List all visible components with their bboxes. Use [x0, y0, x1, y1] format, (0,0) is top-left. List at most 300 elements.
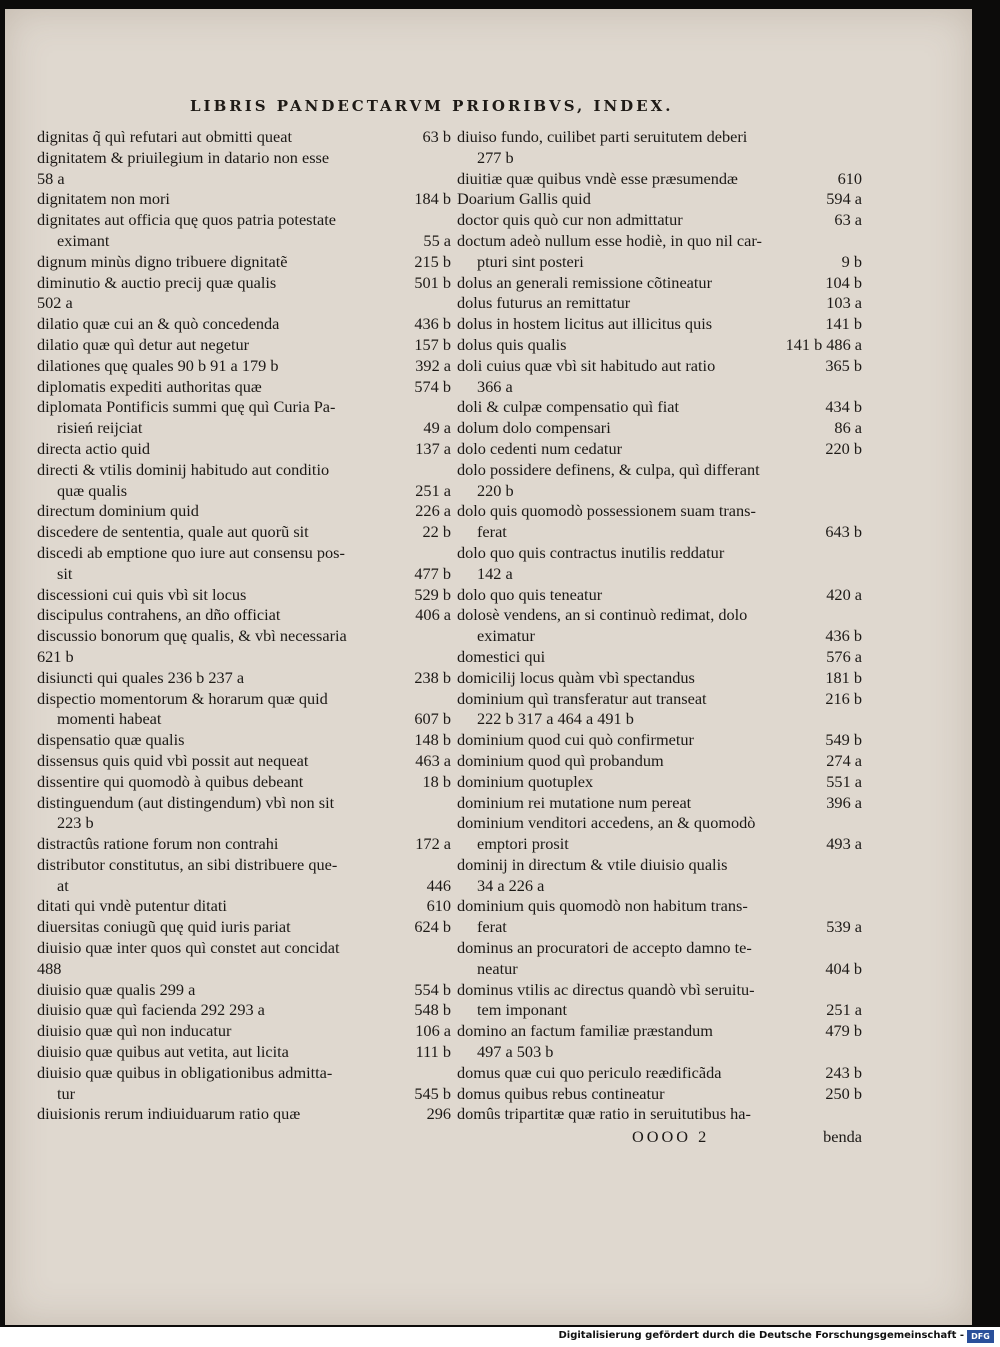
index-term: dominium venditori accedens, an & quomodò — [457, 813, 756, 833]
index-line — [37, 855, 451, 876]
page-reference: 610 — [426, 896, 451, 916]
page-reference: 226 a — [415, 501, 451, 521]
page-reference: 404 b — [825, 958, 862, 978]
index-entry — [37, 605, 451, 626]
index-line — [37, 1104, 451, 1125]
index-line — [37, 605, 451, 626]
index-column-left — [37, 127, 451, 1125]
index-line — [37, 668, 451, 689]
index-entry — [457, 813, 862, 855]
index-term: at — [57, 875, 69, 895]
index-term: dominium quì transferatur aut transeat — [457, 688, 707, 708]
index-line — [457, 793, 862, 814]
index-term: dominium quotuplex — [457, 771, 594, 791]
index-entry — [457, 356, 862, 398]
index-term: dignum minùs digno tribuere dignitatẽ — [37, 251, 288, 271]
index-term: domicilij locus quàm vbì spectandus — [457, 667, 695, 687]
index-entry — [37, 1104, 451, 1125]
index-line — [457, 377, 862, 398]
page-reference: 396 a — [826, 792, 862, 812]
index-line — [457, 938, 862, 959]
page-reference: 434 b — [825, 397, 862, 417]
index-line — [457, 127, 862, 148]
index-term: doctum adeò nullum esse hodiè, in quo nil car- — [457, 230, 762, 250]
index-line — [37, 917, 451, 938]
page-reference: 49 a — [423, 418, 451, 438]
index-entry — [457, 335, 862, 356]
index-line — [457, 917, 862, 938]
page-reference: 251 a — [415, 480, 451, 500]
index-entry — [457, 189, 862, 210]
index-entry — [457, 273, 862, 294]
page-reference: 243 b — [825, 1062, 862, 1082]
page-reference: 501 b — [414, 272, 451, 292]
page-reference: 594 a — [826, 189, 862, 209]
index-entry — [457, 314, 862, 335]
index-entry — [37, 522, 451, 543]
index-line — [457, 772, 862, 793]
page-reference: 141 b 486 a — [785, 334, 862, 354]
page-reference: 406 a — [415, 605, 451, 625]
index-line — [457, 647, 862, 668]
index-term: dilatio quæ cui an & quò concedenda — [37, 314, 280, 334]
index-line — [457, 626, 862, 647]
page-reference: 529 b — [414, 584, 451, 604]
index-line — [37, 127, 451, 148]
page-reference: 86 a — [834, 418, 862, 438]
index-entry — [37, 397, 451, 439]
index-entry — [457, 689, 862, 731]
index-term: directa actio quid — [37, 438, 151, 458]
index-entry — [457, 855, 862, 897]
page-reference: 181 b — [825, 667, 862, 687]
index-line — [37, 876, 451, 897]
index-entry — [457, 543, 862, 585]
index-entry — [37, 689, 451, 731]
index-line — [457, 543, 862, 564]
index-term: dolosè vendens, an si continuò redimat, dolo — [457, 605, 748, 625]
index-term: pturi sint posteri — [477, 251, 584, 271]
index-term: diuiso fundo, cuilibet parti seruitutem deberi — [457, 127, 748, 146]
page-reference: 106 a — [415, 1021, 451, 1041]
index-line — [37, 501, 451, 522]
page-reference: 238 b — [414, 667, 451, 687]
index-line — [37, 439, 451, 460]
index-line — [457, 522, 862, 543]
page-reference: 9 b — [841, 251, 862, 271]
index-term: 58 a — [37, 168, 65, 188]
index-term: dominus an procuratori de accepto damno te- — [457, 938, 752, 958]
index-term: dilationes quę quales 90 b 91 a 179 b — [37, 355, 279, 375]
index-line — [37, 252, 451, 273]
index-line — [37, 335, 451, 356]
index-term: dominium rei mutatione num pereat — [457, 792, 692, 812]
index-term: dolo quo quis teneatur — [457, 584, 603, 604]
index-term: diuisio quæ quibus aut vetita, aut licita — [37, 1042, 289, 1062]
index-line — [457, 1104, 862, 1125]
index-entry — [37, 834, 451, 855]
index-term: dominium quod quì probandum — [457, 750, 664, 770]
page-reference: 551 a — [826, 771, 862, 791]
index-line — [37, 522, 451, 543]
page-reference: 436 b — [414, 314, 451, 334]
index-line — [457, 585, 862, 606]
index-term: dilatio quæ quì detur aut negetur — [37, 334, 250, 354]
index-line — [37, 1084, 451, 1105]
index-line — [37, 231, 451, 252]
index-entry — [457, 293, 862, 314]
index-term: dominij in directum & vtile diuisio qualis — [457, 854, 728, 874]
index-term: dolo quo quis contractus inutilis reddatur — [457, 542, 725, 562]
index-term: 277 b — [477, 147, 514, 167]
index-term: 621 b — [37, 646, 74, 666]
index-line — [457, 273, 862, 294]
index-line — [37, 834, 451, 855]
page-reference: 274 a — [826, 750, 862, 770]
index-term: diplomatis expediti authoritas quæ — [37, 376, 262, 396]
page-reference: 137 a — [415, 438, 451, 458]
index-entry — [457, 418, 862, 439]
index-term: discipulus contrahens, an dño officiat — [37, 605, 281, 625]
index-line — [457, 896, 862, 917]
index-line — [37, 169, 451, 190]
index-term: dignitatem non mori — [37, 189, 170, 209]
index-term: eximatur — [477, 626, 535, 646]
index-term: doli cuius quæ vbì sit habitudo aut ratio — [457, 355, 716, 375]
page-reference: 477 b — [414, 563, 451, 583]
index-entry — [37, 1021, 451, 1042]
index-term: risień reijciat — [57, 418, 143, 438]
index-line — [457, 1063, 862, 1084]
index-term: directum dominium quid — [37, 501, 199, 521]
index-line — [457, 980, 862, 1001]
page-reference: 22 b — [422, 522, 451, 542]
index-entry — [457, 501, 862, 543]
index-entry — [37, 314, 451, 335]
page-reference: 392 a — [415, 355, 451, 375]
index-term: Doarium Gallis quid — [457, 189, 591, 209]
index-term: momenti habeat — [57, 709, 162, 729]
index-entry — [457, 668, 862, 689]
index-term: domestici qui — [457, 646, 546, 666]
index-term: dispectio momentorum & horarum quæ quid — [37, 688, 328, 708]
index-line — [457, 148, 862, 169]
index-term: ferat — [477, 522, 507, 542]
index-term: dolus in hostem licitus aut illicitus quis — [457, 314, 713, 334]
index-entry — [457, 1021, 862, 1063]
index-term: dominus vtilis ac directus quandò vbì seruitu- — [457, 979, 755, 999]
index-entry — [457, 127, 862, 169]
page-reference: 574 b — [414, 376, 451, 396]
index-line — [457, 689, 862, 710]
index-line — [37, 273, 451, 294]
page-reference: 63 a — [834, 210, 862, 230]
index-line — [37, 1063, 451, 1084]
index-term: 34 a 226 a — [477, 875, 545, 895]
index-entry — [37, 730, 451, 751]
index-entry — [37, 938, 451, 980]
page-reference: 63 b — [422, 127, 451, 146]
index-entry — [457, 772, 862, 793]
index-term: 488 — [37, 958, 62, 978]
index-term: dolo possidere definens, & culpa, quì differant — [457, 459, 760, 479]
index-entry — [37, 668, 451, 689]
index-line — [37, 210, 451, 231]
index-line — [457, 460, 862, 481]
index-line — [37, 709, 451, 730]
index-line — [457, 813, 862, 834]
index-line — [457, 1042, 862, 1063]
index-line — [37, 689, 451, 710]
index-term: dignitatem & priuilegium in datario non esse — [37, 147, 330, 167]
index-term: dignitas q̃ quì refutari aut obmitti queat — [37, 127, 293, 146]
running-header: LIBRIS PANDECTARVM PRIORIBVS, INDEX. — [190, 97, 674, 115]
index-entry — [37, 1063, 451, 1105]
index-term: eximant — [57, 230, 110, 250]
index-column-right — [457, 127, 862, 1125]
dfg-logo-icon: DFG — [967, 1330, 994, 1343]
page-reference: 250 b — [825, 1083, 862, 1103]
index-line — [37, 626, 451, 647]
index-line — [37, 585, 451, 606]
index-term: diuisio quæ quì non inducatur — [37, 1021, 232, 1041]
index-entry — [457, 647, 862, 668]
index-term: distinguendum (aut distingendum) vbì non sit — [37, 792, 335, 812]
index-line — [37, 1042, 451, 1063]
page-reference: 141 b — [825, 314, 862, 334]
index-entry — [37, 751, 451, 772]
index-term: 142 a — [477, 563, 513, 583]
index-line — [457, 481, 862, 502]
index-entry — [37, 626, 451, 668]
page-reference: 554 b — [414, 979, 451, 999]
index-line — [457, 314, 862, 335]
index-term: diuisio quæ quì facienda 292 293 a — [37, 1000, 265, 1020]
index-line — [37, 730, 451, 751]
index-term: dolus quis qualis — [457, 334, 567, 354]
index-term: dominium quod cui quò confirmetur — [457, 730, 694, 750]
index-line — [457, 356, 862, 377]
index-entry — [457, 605, 862, 647]
index-term: diuersitas coniugũ quę quid iuris pariat — [37, 917, 291, 937]
page-reference: 643 b — [825, 522, 862, 542]
index-line — [457, 709, 862, 730]
index-term: discedi ab emptione quo iure aut consensu pos- — [37, 542, 345, 562]
page-reference: 539 a — [826, 917, 862, 937]
index-line — [37, 481, 451, 502]
index-line — [37, 564, 451, 585]
index-line — [37, 751, 451, 772]
index-line — [37, 772, 451, 793]
page-reference: 463 a — [415, 750, 451, 770]
signature-mark: OOOO 2 — [632, 1127, 710, 1146]
index-term: dolo cedenti num cedatur — [457, 438, 623, 458]
index-line — [457, 1021, 862, 1042]
index-line — [457, 668, 862, 689]
index-line — [37, 543, 451, 564]
index-line — [37, 980, 451, 1001]
index-entry — [37, 501, 451, 522]
catchword: benda — [823, 1127, 862, 1146]
index-entry — [37, 793, 451, 835]
index-term: dissensus quis quid vbì possit aut nequeat — [37, 750, 309, 770]
page-reference: 184 b — [414, 189, 451, 209]
page-reference: 216 b — [825, 688, 862, 708]
index-entry — [457, 231, 862, 273]
index-term: domus quibus rebus contineatur — [457, 1083, 665, 1103]
index-term: doli & culpæ compensatio quì fiat — [457, 397, 680, 417]
index-entry — [457, 397, 862, 418]
index-term: directi & vtilis dominij habitudo aut conditio — [37, 459, 330, 479]
page-reference: 148 b — [414, 730, 451, 750]
index-line — [457, 959, 862, 980]
page-reference: 296 — [426, 1104, 451, 1124]
page-reference: 549 b — [825, 730, 862, 750]
index-term: 366 a — [477, 376, 513, 396]
page-reference: 607 b — [414, 709, 451, 729]
page-reference: 545 b — [414, 1083, 451, 1103]
index-entry — [457, 169, 862, 190]
page-reference: 493 a — [826, 834, 862, 854]
index-term: 502 a — [37, 293, 73, 313]
index-entry — [37, 585, 451, 606]
index-term: dolus futurus an remittatur — [457, 293, 631, 313]
index-term: disiuncti qui quales 236 b 237 a — [37, 667, 245, 687]
index-entry — [37, 148, 451, 190]
index-entry — [37, 855, 451, 897]
index-entry — [457, 585, 862, 606]
index-entry — [457, 980, 862, 1022]
index-line — [457, 751, 862, 772]
index-term: diuisio quæ inter quos quì constet aut concidat — [37, 938, 340, 958]
index-line — [457, 1084, 862, 1105]
index-term: dolus an generali remissione cõtineatur — [457, 272, 712, 292]
digitization-footer — [0, 1327, 1000, 1347]
book-page — [5, 9, 972, 1325]
index-entry — [457, 460, 862, 502]
index-term: emptori prosit — [477, 834, 569, 854]
index-term: diplomata Pontificis summi quę quì Curia Pa- — [37, 397, 336, 417]
index-term: diminutio & auctio precij quæ qualis — [37, 272, 277, 292]
index-entry — [37, 273, 451, 315]
index-entry — [457, 751, 862, 772]
footer-credit: Digitalisierung gefördert durch die Deutsche Forschungsgemeinschaft - — [558, 1330, 964, 1341]
index-term: distractûs ratione forum non contrahi — [37, 834, 279, 854]
index-term: dolum dolo compensari — [457, 418, 611, 438]
index-line — [457, 855, 862, 876]
index-term: neatur — [477, 958, 518, 978]
index-line — [37, 1000, 451, 1021]
index-entry — [457, 793, 862, 814]
index-line — [457, 169, 862, 190]
index-term: sit — [57, 563, 73, 583]
index-entry — [37, 772, 451, 793]
index-term: dominium quis quomodò non habitum trans- — [457, 896, 748, 916]
index-term: domus quæ cui quo periculo reædificãda — [457, 1062, 722, 1082]
index-line — [37, 356, 451, 377]
index-line — [457, 231, 862, 252]
page-reference: 610 — [837, 168, 862, 188]
index-term: discessioni cui quis vbì sit locus — [37, 584, 247, 604]
index-entry — [37, 335, 451, 356]
page-reference: 172 a — [415, 834, 451, 854]
page-reference: 576 a — [826, 646, 862, 666]
index-term: distributor constitutus, an sibi distribuere que- — [37, 854, 338, 874]
index-term: discedere de sententia, quale aut quorũ sit — [37, 522, 309, 542]
index-entry — [37, 252, 451, 273]
index-term: discussio bonorum quę qualis, & vbì necessaria — [37, 626, 347, 646]
index-term: dissentire qui quomodò à quibus debeant — [37, 771, 304, 791]
index-entry — [37, 210, 451, 252]
page-reference: 157 b — [414, 334, 451, 354]
index-entry — [457, 730, 862, 751]
index-line — [457, 1000, 862, 1021]
index-term: 497 a 503 b — [477, 1042, 554, 1062]
index-line — [37, 1021, 451, 1042]
index-line — [457, 397, 862, 418]
index-entry — [37, 127, 451, 148]
index-line — [37, 460, 451, 481]
index-entry — [37, 356, 451, 377]
index-term: domûs tripartitæ quæ ratio in seruitutibus ha- — [457, 1104, 751, 1124]
index-term: domino an factum familiæ præstandum — [457, 1021, 713, 1041]
index-line — [457, 564, 862, 585]
index-line — [37, 314, 451, 335]
page-reference: 251 a — [826, 1000, 862, 1020]
index-line — [457, 605, 862, 626]
index-line — [37, 418, 451, 439]
page-reference: 103 a — [826, 293, 862, 313]
index-entry — [37, 1042, 451, 1063]
index-entry — [37, 460, 451, 502]
index-line — [37, 959, 451, 980]
index-line — [457, 439, 862, 460]
page-reference: 624 b — [414, 917, 451, 937]
index-entry — [457, 1084, 862, 1105]
index-line — [457, 189, 862, 210]
page-reference: 111 b — [415, 1042, 451, 1062]
index-line — [457, 335, 862, 356]
index-term: dignitates aut officia quę quos patria potestate — [37, 210, 337, 230]
index-line — [37, 377, 451, 398]
index-entry — [457, 439, 862, 460]
index-line — [37, 793, 451, 814]
index-line — [457, 210, 862, 231]
index-entry — [457, 210, 862, 231]
index-line — [37, 148, 451, 169]
index-term: diuisio quæ qualis 299 a — [37, 979, 196, 999]
index-line — [457, 293, 862, 314]
index-entry — [37, 896, 451, 917]
index-line — [37, 938, 451, 959]
index-line — [457, 730, 862, 751]
index-line — [37, 813, 451, 834]
index-entry — [37, 980, 451, 1001]
page-reference: 215 b — [414, 251, 451, 271]
index-line — [37, 189, 451, 210]
index-term: ferat — [477, 917, 507, 937]
page-reference: 479 b — [825, 1021, 862, 1041]
index-line — [457, 876, 862, 897]
index-term: 220 b — [477, 480, 514, 500]
index-entry — [37, 439, 451, 460]
index-entry — [457, 896, 862, 938]
page-reference: 436 b — [825, 626, 862, 646]
index-line — [37, 647, 451, 668]
index-entry — [37, 377, 451, 398]
index-term: quæ qualis — [57, 480, 128, 500]
index-term: 223 b — [57, 813, 94, 833]
